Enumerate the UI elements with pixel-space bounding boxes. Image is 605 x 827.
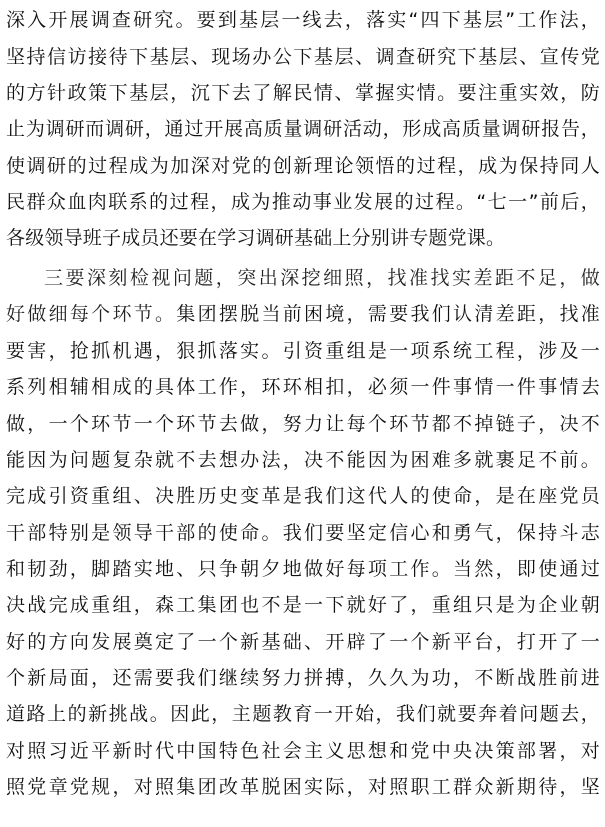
text-line: 坚持信访接待下基层、现场办公下基层、调查研究下基层、宣传党 (6, 46, 600, 68)
text-line: 照党章党规，对照集团改革脱困实际，对照职工群众新期待，坚 (6, 776, 600, 798)
text-line: 要害，抢抓机遇，狠抓落实。引资重组是一项系统工程，涉及一 (6, 340, 600, 362)
text-line (6, 300, 600, 328)
text-line: 完成引资重组、决胜历史变革是我们这代人的使命，是在座党员 (6, 485, 600, 507)
text-line: 能因为问题复杂就不去想办法，决不能因为困难多就裹足不前。 (6, 449, 600, 471)
text-line: 对照习近平新时代中国特色社会主义思想和党中央决策部署，对 (6, 740, 600, 762)
text-line: 道路上的新挑战。因此，主题教育一开始，我们就要奔着问题去， (6, 703, 600, 725)
text-line: 个新局面，还需要我们继续努力拼搏，久久为功，不断战胜前进 (6, 667, 600, 689)
text-line: 深入开展调查研究。要到基层一线去，落实“四下基层”工作法， (6, 9, 600, 31)
text-line: 和韧劲，脚踏实地、只争朝夕地做好每项工作。当然，即使通过 (6, 558, 600, 580)
text-line: 止为调研而调研，通过开展高质量调研活动，形成高质量调研报告， (6, 118, 600, 140)
text-line: 使调研的过程成为加深对党的创新理论领悟的过程，成为保持同人 (6, 155, 600, 177)
text-line: 系列相辅相成的具体工作，环环相扣，必须一件事情一件事情去 (6, 376, 600, 398)
text-line: 好的方向发展奠定了一个新基础、开辟了一个新平台，打开了一 (6, 631, 600, 653)
text-line: 各级领导班子成员还要在学习调研基础上分别讲专题党课。 (6, 227, 506, 249)
text-line: 干部特别是领导干部的使命。我们要坚定信心和勇气，保持斗志 (6, 522, 600, 544)
text-line: 做，一个环节一个环节去做，努力让每个环节都不掉链子，决不 (6, 413, 600, 435)
text-line-rest: 集团摆脱当前困境，需要我们认清差距，找准 (176, 303, 600, 325)
text-line: 决战完成重组，森工集团也不是一下就好了，重组只是为企业朝 (6, 594, 600, 616)
section-heading-line: 三要深刻检视问题，突出深挖细照，找准找实差距不足，做 (44, 267, 600, 289)
text-line: 的方针政策下基层，沉下去了解民情、掌握实情。要注重实效，防 (6, 82, 600, 104)
text-line: 民群众血肉联系的过程，成为推动事业发展的过程。“七一”前后， (6, 191, 600, 213)
section-heading-tail: 好做细每个环节。 (6, 303, 177, 325)
